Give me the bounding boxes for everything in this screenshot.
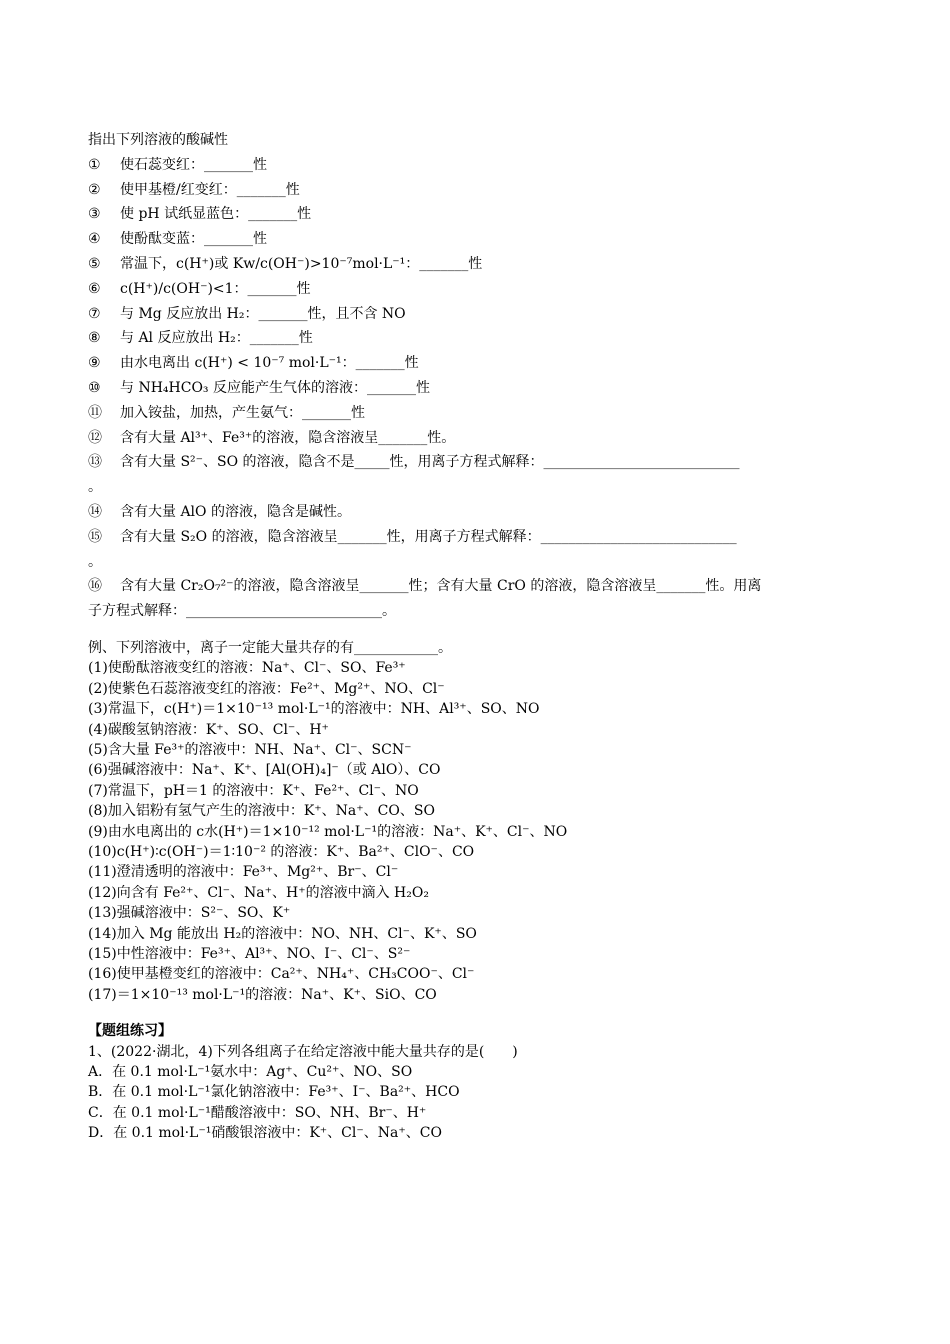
list-item — [88, 202, 868, 227]
item-number: ③ — [88, 206, 101, 223]
item-text: 常温下，c(H⁺)或 Kw/c(OH⁻)>10⁻⁷mol·L⁻¹：_______性 — [120, 255, 483, 272]
list-item: (1)使酚酞溶液变红的溶液：Na⁺、Cl⁻、SO、Fe³⁺ — [88, 660, 406, 677]
item-number: ⑤ — [88, 255, 101, 272]
item-number: ⑦ — [88, 305, 101, 322]
list-item — [88, 277, 868, 302]
option-list — [88, 1062, 868, 1144]
item-text: 加入铵盐，加热，产生氨气：_______性 — [120, 404, 365, 421]
list-item — [88, 426, 868, 451]
list-item: (9)由水电离出的 c水(H⁺)＝1×10⁻¹² mol·L⁻¹的溶液：Na⁺、K⁺、Cl⁻、NO — [88, 823, 568, 840]
item-text: c(H⁺)/c(OH⁻)<1：_______性 — [120, 280, 311, 297]
item-number: ④ — [88, 231, 101, 248]
item-number: ⑭ — [88, 503, 102, 520]
example-title: 例、下列溶液中，离子一定能大量共存的有____________。 — [88, 639, 452, 656]
answer-option: C．在 0.1 mol·L⁻¹醋酸溶液中：SO、NH、Br⁻、H⁺ — [88, 1104, 427, 1121]
answer-option: B．在 0.1 mol·L⁻¹氯化钠溶液中：Fe³⁺、I⁻、Ba²⁺、HCO — [88, 1084, 460, 1101]
answer-option: D．在 0.1 mol·L⁻¹硝酸银溶液中：K⁺、Cl⁻、Na⁺、CO — [88, 1125, 442, 1142]
practice-section — [88, 1021, 868, 1143]
list-item: (11)澄清透明的溶液中：Fe³⁺、Mg²⁺、Br⁻、Cl⁻ — [88, 864, 399, 881]
item-text: 含有大量 S²⁻、SO 的溶液，隐含不是_____性，用离子方程式解释：____________________________ — [120, 454, 740, 471]
list-item: (17)＝1×10⁻¹³ mol·L⁻¹的溶液：Na⁺、K⁺、SiO、CO — [88, 986, 437, 1003]
item-text: 。 — [88, 553, 102, 570]
item-number: ⑪ — [88, 404, 102, 421]
item-text: 。 — [88, 479, 102, 496]
list-item — [88, 500, 868, 525]
list-item: (6)强碱溶液中：Na⁺、K⁺、[Al(OH)₄]⁻（或 AlO）、CO — [88, 762, 441, 779]
list-item: (3)常温下，c(H⁺)＝1×10⁻¹³ mol·L⁻¹的溶液中：NH、Al³⁺、SO、NO — [88, 701, 540, 718]
item-text: 使酚酞变蓝：_______性 — [120, 231, 267, 248]
item-text: 与 NH₄HCO₃ 反应能产生气体的溶液：_______性 — [120, 379, 430, 396]
list-item: (2)使紫色石蕊溶液变红的溶液：Fe²⁺、Mg²⁺、NO、Cl⁻ — [88, 680, 445, 697]
list-item: (12)向含有 Fe²⁺、Cl⁻、Na⁺、H⁺的溶液中滴入 H₂O₂ — [88, 884, 429, 901]
list-item: (13)强碱溶液中：S²⁻、SO、K⁺ — [88, 905, 291, 922]
item-text: 使甲基橙/红变红：_______性 — [120, 181, 300, 198]
list-item — [88, 227, 868, 252]
list-item — [88, 178, 868, 203]
section-title: 指出下列溶液的酸碱性 — [88, 132, 228, 148]
list-item — [88, 525, 868, 550]
list-item: (14)加入 Mg 能放出 H₂的溶液中：NO、NH、Cl⁻、K⁺、SO — [88, 925, 477, 942]
item-number: ⑨ — [88, 355, 101, 372]
list-item — [88, 302, 868, 327]
item-text: 与 Al 反应放出 H₂：_______性 — [120, 330, 313, 347]
item-number: ⑧ — [88, 330, 101, 347]
list-item — [88, 153, 868, 178]
list-item: (7)常温下，pH＝1 的溶液中：K⁺、Fe²⁺、Cl⁻、NO — [88, 782, 419, 799]
example-list — [88, 658, 868, 1005]
item-number: ⑩ — [88, 379, 101, 396]
acidity-section — [88, 128, 868, 624]
list-item: (8)加入铝粉有氢气产生的溶液中：K⁺、Na⁺、CO、SO — [88, 803, 435, 820]
list-item — [88, 475, 868, 500]
list-item — [88, 550, 868, 575]
list-item: (15)中性溶液中：Fe³⁺、Al³⁺、NO、I⁻、Cl⁻、S²⁻ — [88, 946, 411, 963]
answer-option: A．在 0.1 mol·L⁻¹氨水中：Ag⁺、Cu²⁺、NO、SO — [88, 1064, 413, 1081]
question-stem: 1、(2022·湖北，4)下列各组离子在给定溶液中能大量共存的是( ) — [88, 1043, 518, 1060]
list-item: (10)c(H⁺)∶c(OH⁻)＝1∶10⁻² 的溶液：K⁺、Ba²⁺、ClO⁻、CO — [88, 844, 475, 860]
item-number: ⑮ — [88, 528, 102, 545]
item-text: 含有大量 Al³⁺、Fe³⁺的溶液，隐含溶液呈_______性。 — [120, 429, 456, 446]
list-item — [88, 326, 868, 351]
example-section — [88, 638, 868, 1005]
item-number: ② — [88, 181, 101, 198]
list-item — [88, 252, 868, 277]
list-item — [88, 450, 868, 475]
item-text: 使石蕊变红：_______性 — [120, 156, 267, 173]
document-page — [88, 128, 868, 1144]
list-item — [88, 376, 868, 401]
continuation-line: 子方程式解释：____________________________。 — [88, 603, 396, 620]
item-number: ⑥ — [88, 280, 101, 297]
item-number: ⑫ — [88, 429, 102, 446]
item-number: ① — [88, 156, 101, 173]
list-item: (5)含大量 Fe³⁺的溶液中：NH、Na⁺、Cl⁻、SCN⁻ — [88, 741, 412, 758]
item-text: 与 Mg 反应放出 H₂：_______性，且不含 NO — [120, 305, 406, 322]
acidity-list — [88, 153, 868, 599]
item-text: 使 pH 试纸显蓝色：_______性 — [120, 206, 312, 223]
list-item — [88, 401, 868, 426]
list-item — [88, 351, 868, 376]
item-text: 含有大量 S₂O 的溶液，隐含溶液呈_______性，用离子方程式解释：____________________________ — [120, 528, 737, 545]
item-text: 由水电离出 c(H⁺) < 10⁻⁷ mol·L⁻¹：_______性 — [120, 355, 419, 372]
item-text: 含有大量 Cr₂O₇²⁻的溶液，隐含溶液呈_______性；含有大量 CrO 的溶液，隐含溶液呈_______性。用离 — [120, 578, 762, 595]
item-text: 含有大量 AlO 的溶液，隐含是碱性。 — [120, 503, 351, 520]
item-number: ⑬ — [88, 454, 102, 471]
practice-heading: 【题组练习】 — [88, 1023, 172, 1040]
list-item: (16)使甲基橙变红的溶液中：Ca²⁺、NH₄⁺、CH₃COO⁻、Cl⁻ — [88, 966, 475, 983]
item-number: ⑯ — [88, 578, 102, 595]
list-item — [88, 574, 868, 599]
list-item: (4)碳酸氢钠溶液：K⁺、SO、Cl⁻、H⁺ — [88, 721, 329, 738]
